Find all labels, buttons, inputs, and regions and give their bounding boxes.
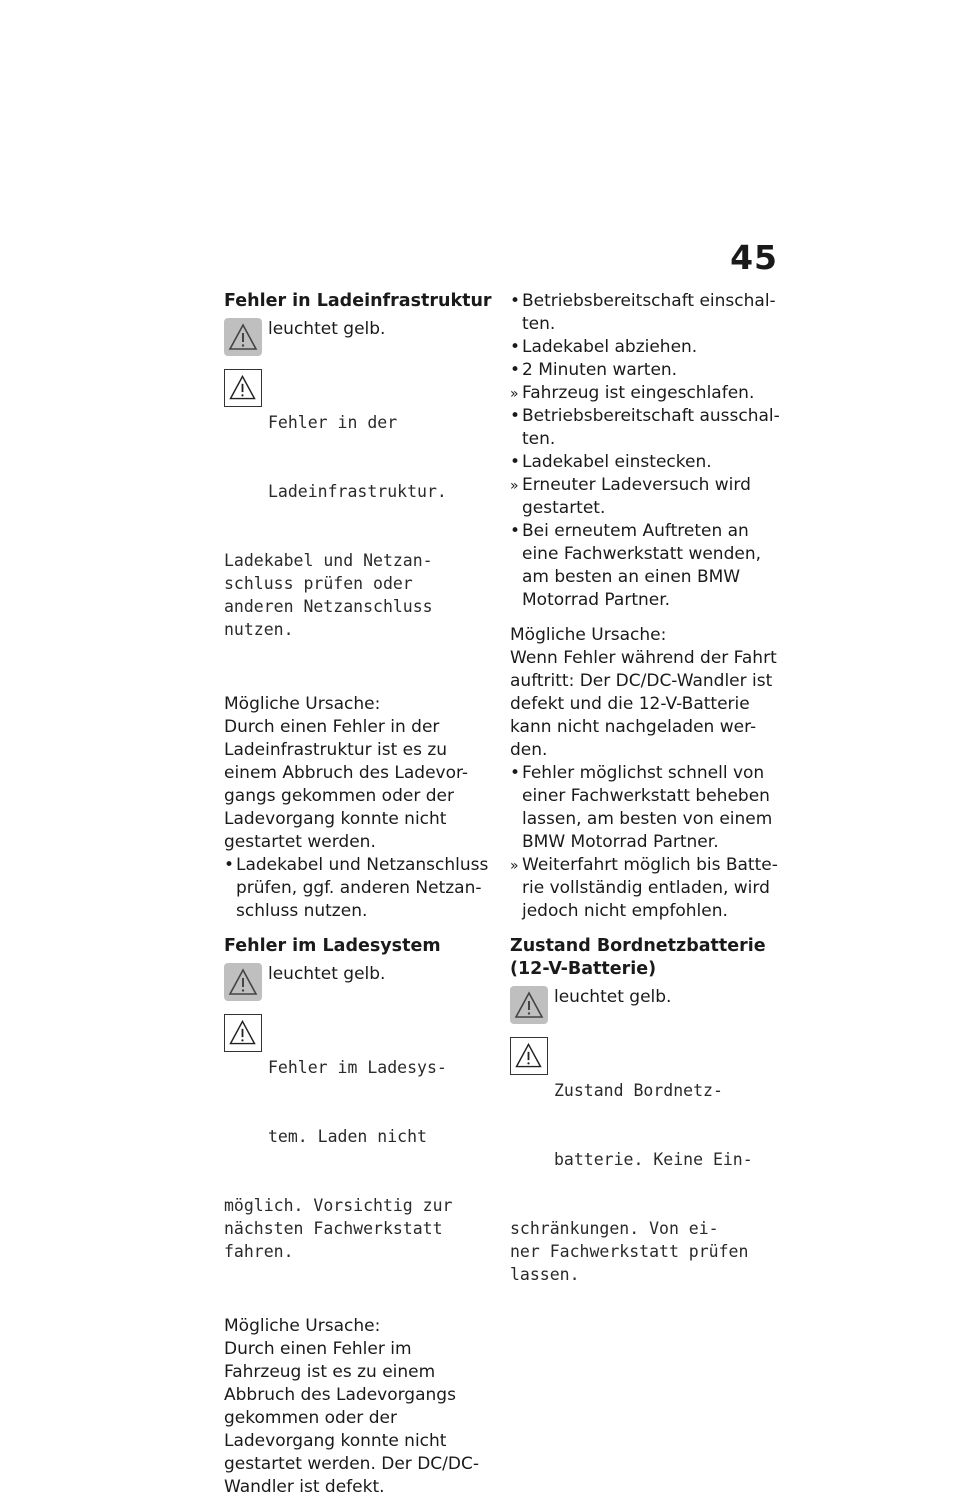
warning-triangle-outline-icon [224, 1014, 262, 1052]
cc-line-1: Fehler im Ladesys- [268, 1058, 447, 1077]
cc-line-2: batterie. Keine Ein- [554, 1150, 753, 1169]
bullet-icon [224, 854, 234, 877]
list-item: • Ladekabel abziehen. [510, 336, 782, 359]
bullet-icon [510, 359, 520, 382]
page-number: 45 [730, 238, 778, 277]
step-list [510, 762, 782, 923]
list-item: • Ladekabel und Netzanschluss prüfen, ggf. anderen Netzan-schluss nutzen. [224, 854, 494, 923]
warning-lamp-row [510, 983, 782, 1027]
cause-text: Durch einen Fehler im Fahrzeug ist es zu einem Abbruch des Ladevorgangs gekommen oder der Ladevorgang konnte nicht gestartet werden. Der DC/DC-Wandler ist defekt. [224, 1339, 479, 1497]
result-arrow-icon [510, 382, 519, 406]
list-item: • Betriebsbereitschaft ausschal-ten. [510, 405, 782, 451]
cc-message [510, 1033, 782, 1332]
warning-triangle-icon [510, 986, 548, 1024]
list-item: » Fahrzeug ist eingeschlafen. [510, 382, 782, 405]
bullet-icon [510, 451, 520, 474]
cause-text: Wenn Fehler während der Fahrt auftritt: Der DC/DC-Wandler ist defekt und die 12-V-Batterie kann nicht nachgeladen wer-den. [510, 648, 777, 760]
step-list [224, 854, 494, 923]
cc-line-1: Zustand Bordnetz- [554, 1081, 723, 1100]
lamp-status-text: leuchtet gelb. [554, 987, 672, 1007]
cc-rest: schränkungen. Von ei- ner Fachwerkstatt prüfen lassen. [510, 1219, 749, 1284]
cause-text: Durch einen Fehler in der Ladeinfrastruktur ist es zu einem Abbruch des Ladevor-gangs gekommen oder der Ladevorgang konnte nicht gestartet werden. [224, 717, 469, 852]
list-item: » Erneuter Ladeversuch wird gestartet. [510, 474, 782, 520]
lamp-status-text: leuchtet gelb. [268, 319, 386, 339]
warning-lamp-row [224, 960, 494, 1004]
result-arrow-icon [510, 854, 519, 878]
list-item: • 2 Minuten warten. [510, 359, 782, 382]
list-item: • Fehler möglichst schnell von einer Fachwerkstatt beheben lassen, am besten von einem BMW Motorrad Partner. [510, 762, 782, 854]
result-arrow-icon [510, 474, 519, 498]
cc-line-1: Fehler in der [268, 413, 398, 432]
list-item: » Weiterfahrt möglich bis Batte-rie vollständig entladen, wird jedoch nicht empfohlen. [510, 854, 782, 923]
cause-label: Mögliche Ursache: [510, 625, 667, 645]
section-heading-ladeinfrastruktur: Fehler in Ladeinfrastruktur [224, 291, 492, 311]
list-item: • Ladekabel einstecken. [510, 451, 782, 474]
left-column [224, 290, 494, 1499]
section-heading-bordnetzbatterie: Zustand Bordnetzbatterie (12-V-Batterie) [510, 936, 766, 979]
cause-label: Mögliche Ursache: [224, 694, 381, 714]
section-heading-ladesystem: Fehler im Ladesystem [224, 936, 441, 956]
right-column [510, 290, 782, 1332]
warning-triangle-icon [224, 963, 262, 1001]
lamp-status-text: leuchtet gelb. [268, 964, 386, 984]
step-list [510, 290, 782, 612]
list-item: • Betriebsbereitschaft einschal-ten. [510, 290, 782, 336]
cause-label: Mögliche Ursache: [224, 1316, 381, 1336]
bullet-icon [510, 762, 520, 785]
warning-lamp-row [224, 315, 494, 359]
cc-message [224, 365, 494, 687]
warning-triangle-outline-icon [224, 369, 262, 407]
cc-rest: möglich. Vorsichtig zur nächsten Fachwerkstatt fahren. [224, 1196, 453, 1261]
warning-triangle-outline-icon [510, 1037, 548, 1075]
cc-message [224, 1010, 494, 1309]
bullet-icon [510, 520, 520, 543]
warning-triangle-icon [224, 318, 262, 356]
list-item: • Bei erneutem Auftreten an eine Fachwerkstatt wenden, am besten an einen BMW Motorrad Partner. [510, 520, 782, 612]
cc-line-2: Ladeinfrastruktur. [268, 482, 447, 501]
bullet-icon [510, 336, 520, 359]
cc-rest: Ladekabel und Netzan- schluss prüfen oder anderen Netzanschluss nutzen. [224, 551, 433, 639]
cc-line-2: tem. Laden nicht [268, 1127, 427, 1146]
bullet-icon [510, 405, 520, 428]
bullet-icon [510, 290, 520, 313]
